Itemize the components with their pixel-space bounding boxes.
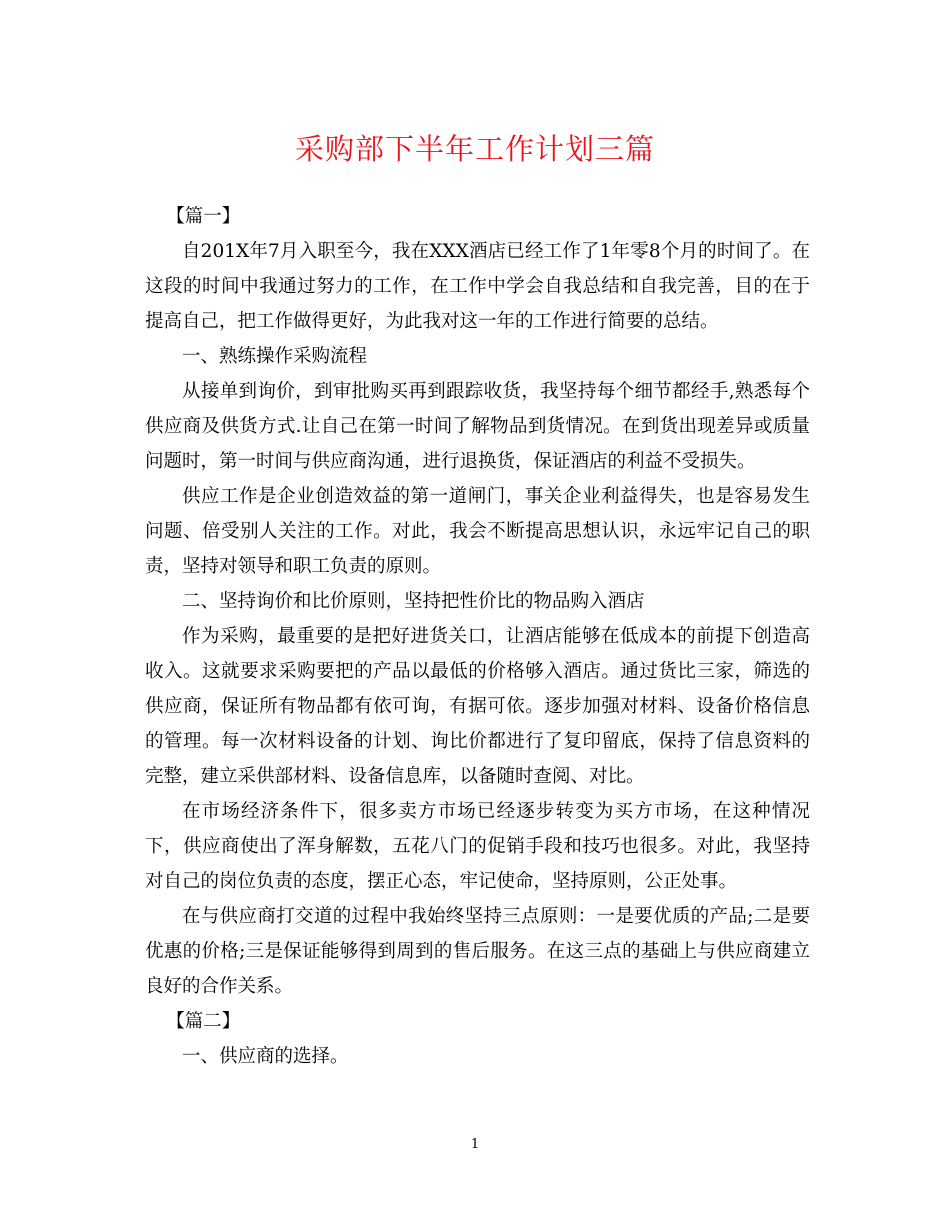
document-body [145,199,810,1074]
page-number: 1 [470,1137,480,1152]
section-heading-part-two: 【篇二】 [166,1011,241,1032]
paragraph-three-principles: 在与供应商打交道的过程中我始终坚持三点原则：一是要优质的产品;二是要优惠的价格;三是保证能够得到周到的售后服务。在这三点的基础上与供应商建立良好的合作关系。 [145,906,810,997]
subheading-price-comparison: 二、坚持询价和比价原则，坚持把性价比的物品购入酒店 [182,591,645,612]
section-heading-part-one: 【篇一】 [166,206,241,227]
paragraph-procurement-process: 从接单到询价，到审批购买再到跟踪收货，我坚持每个细节都经手,熟悉每个供应商及供货方式.让自己在第一时间了解物品到货情况。在到货出现差异或质量问题时，第一时间与供应商沟通，进行退换货，保证酒店的利益不受损失。 [145,381,810,472]
paragraph-intro: 自201X年7月入职至今，我在XXX酒店已经工作了1年零8个月的时间了。在这段的时间中我通过努力的工作，在工作中学会自我总结和自我完善，目的在于提高自己，把工作做得更好，为此我对这一年的工作进行简要的总结。 [145,241,810,332]
subheading-supplier-selection: 一、供应商的选择。 [182,1046,349,1067]
paragraph-price-comparison: 作为采购，最重要的是把好进货关口，让酒店能够在低成本的前提下创造高收入。这就要求采购要把的产品以最低的价格够入酒店。通过货比三家，筛选的供应商，保证所有物品都有依可询，有据可依。逐步加强对材料、设备价格信息的管理。每一次材料设备的计划、询比价都进行了复印留底，保持了信息资料的完整，建立采供部材料、设备信息库，以备随时查阅、对比。 [145,626,810,787]
paragraph-market-economy: 在市场经济条件下，很多卖方市场已经逐步转变为买方市场，在这种情况下，供应商使出了浑身解数，五花八门的促销手段和技巧也很多。对此，我坚持对自己的岗位负责的态度，摆正心态，牢记使命，坚持原则，公正处事。 [145,801,810,892]
paragraph-supply-work: 供应工作是企业创造效益的第一道闸门，事关企业利益得失，也是容易发生问题、倍受别人关注的工作。对此，我会不断提高思想认识，永远牢记自己的职责，坚持对领导和职工负责的原则。 [145,486,810,577]
subheading-procurement-process: 一、熟练操作采购流程 [182,346,368,367]
document-title: 采购部下半年工作计划三篇 [294,132,655,166]
